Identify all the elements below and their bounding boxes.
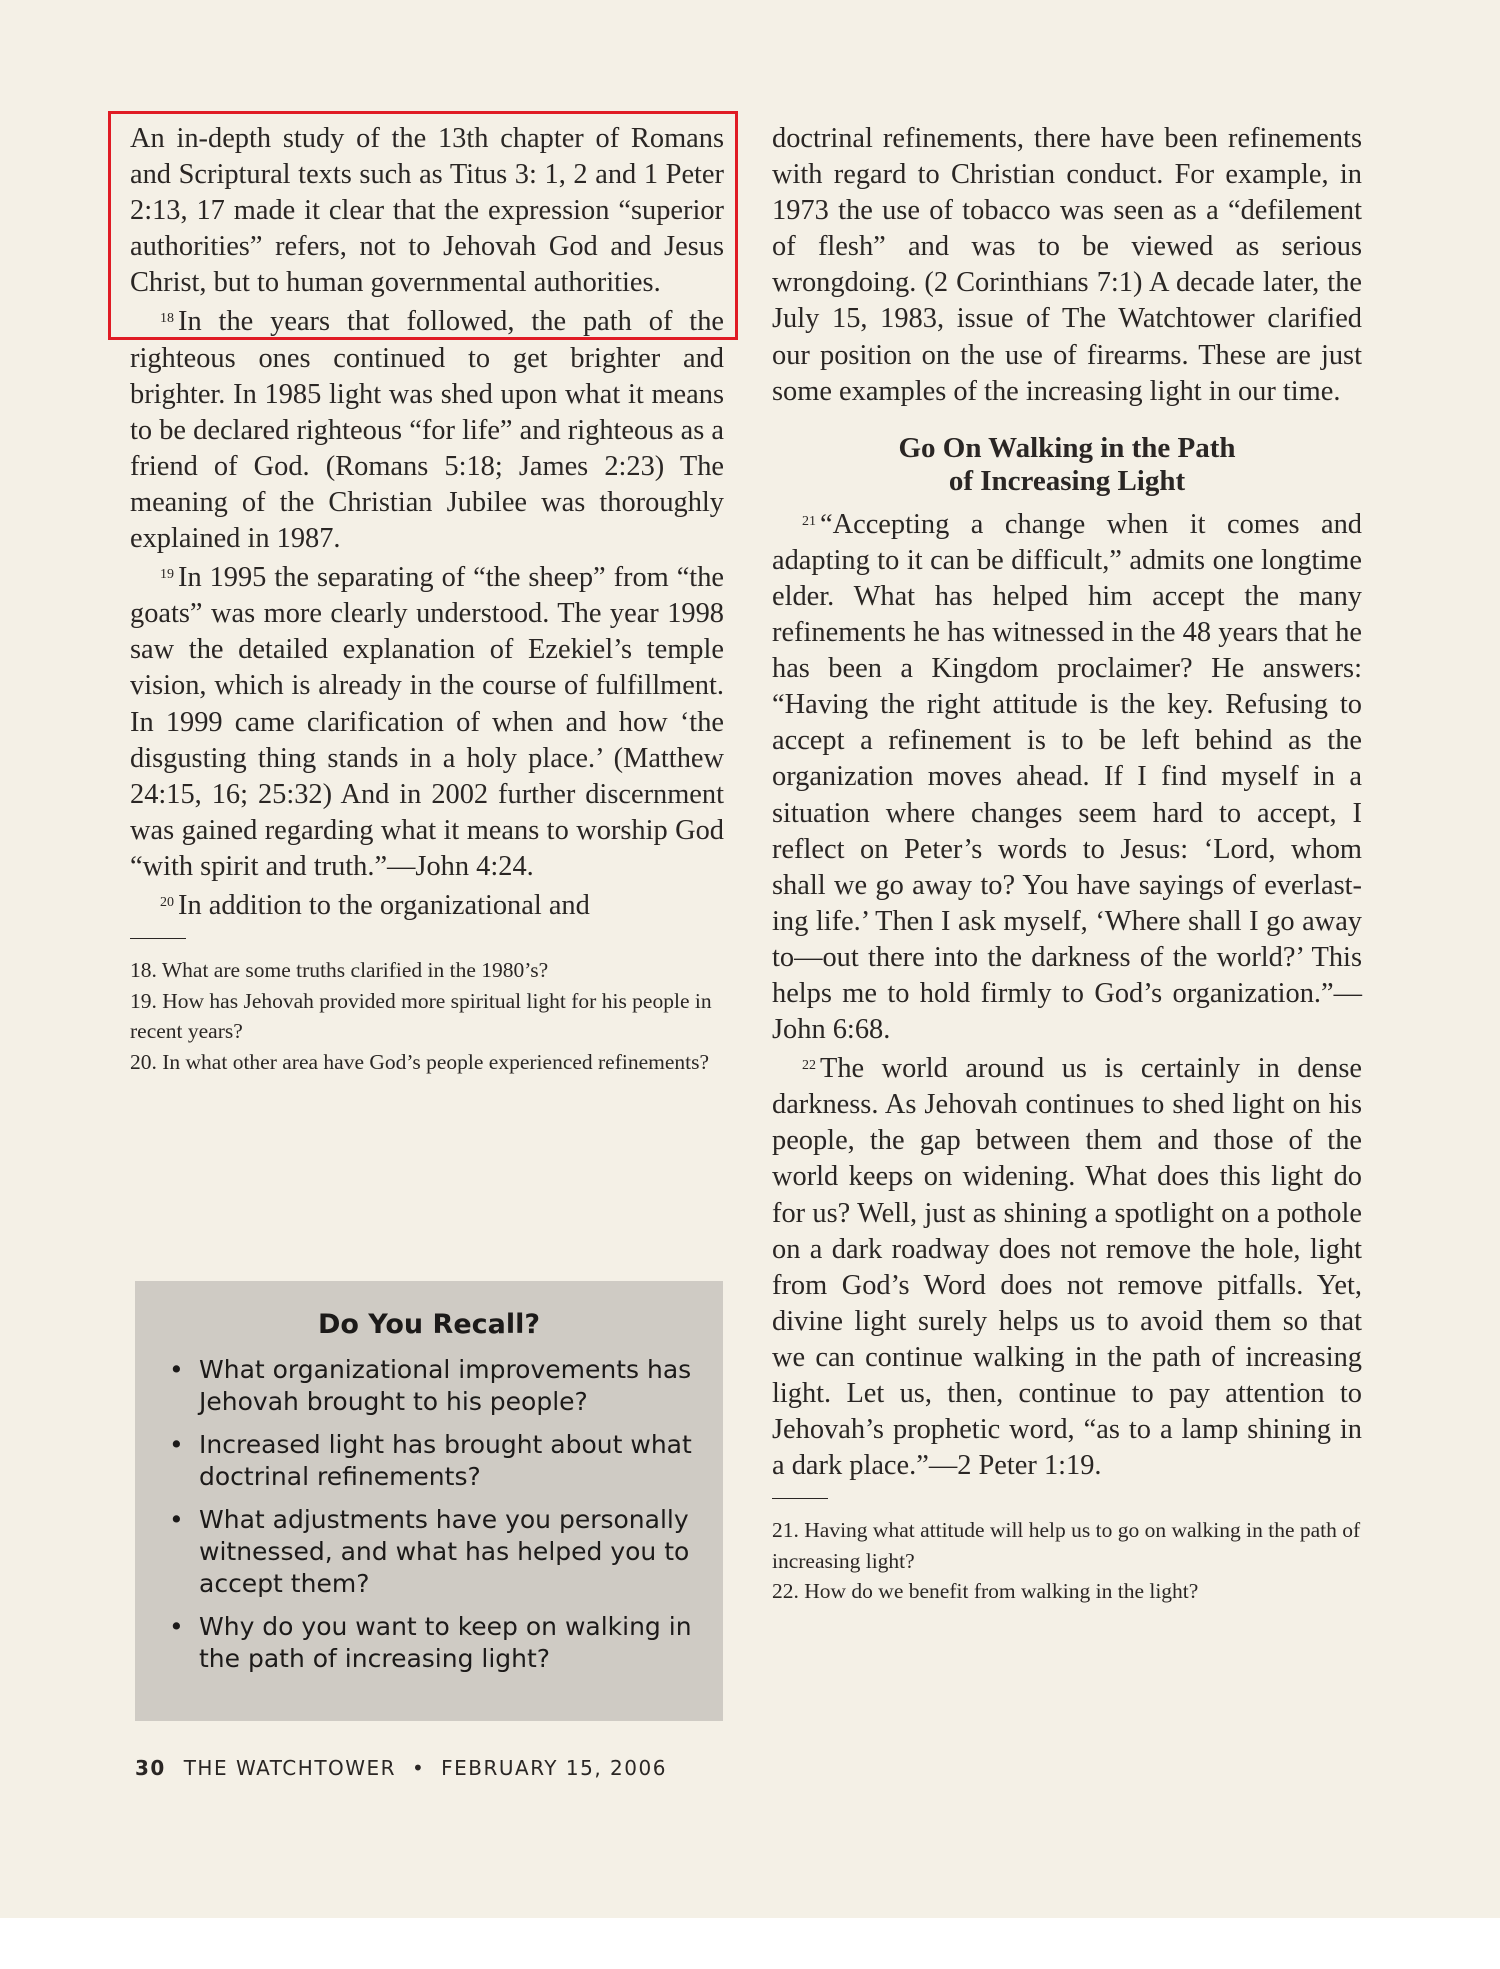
right-column xyxy=(772,121,1362,1607)
section-subheading xyxy=(772,432,1362,498)
paragraph-18 xyxy=(130,301,724,557)
study-question: 19. How has Jehovah provided more spiritual light for his people in recent years? xyxy=(130,988,712,1044)
paragraph-number: 19 xyxy=(160,567,174,583)
subheading-line: of Increasing Light xyxy=(948,464,1186,497)
page-number: 30 xyxy=(135,1756,166,1780)
paragraph-text: In addition to the organizational and xyxy=(178,889,590,921)
scan-margin xyxy=(0,1918,1500,1969)
recall-title: Do You Recall? xyxy=(317,1309,541,1340)
footnote-divider xyxy=(130,938,186,939)
publication-name: THE WATCHTOWER xyxy=(183,1756,397,1780)
study-question: 21. Having what attitude will help us to go on walking in the path of increasing light? xyxy=(772,1518,1361,1573)
study-questions-left xyxy=(130,955,724,1077)
paragraph-number: 20 xyxy=(160,894,174,910)
study-question: 18. What are some truths clarified in the 1980’s? xyxy=(130,958,549,983)
paragraph-text: “Accepting a change when it comes and adapting to it can be difficult,” admits one longtime elder. What has helped him accept the many refinements he has witnessed in the 48 years that he has been a Kingdom proclaimer? He answers: “Having the right attitude is the key. Refusing to accept a refinement is to be left behind as the organization moves ahead. If I find myself in a situation where changes seem hard to accept, I reflect on Peter’s words to Jesus: ‘Lord, whom shall we go away to? You have sayings of everlasting life.’ Then I ask myself, ‘Where shall I go away to—out there into the darkness of the world?’ This helps me to hold firmly to God’s organization.”—John 6:68. xyxy=(772,508,1362,1046)
recall-box xyxy=(135,1281,723,1721)
paragraph-number: 22 xyxy=(802,1058,816,1074)
paragraph-number: 18 xyxy=(160,311,174,327)
issue-date: FEBRUARY 15, 2006 xyxy=(441,1756,667,1780)
right-body-text-2 xyxy=(772,504,1362,1485)
paragraph-text: In 1995 the separating of “the sheep” from “the goats” was more clearly understood. The year 1998 saw the detailed explanation of Ezekiel’s temple vision, which is already in the course of fulfillment. In 1999 came clarification of when and how ‘the disgusting thing stands in a holy place.’ (Matthew 24:15, 16; 25:32) And in 2002 further discernment was gained regarding what it means to worship God “with spirit and truth.”—John 4:24. xyxy=(130,562,724,882)
left-column xyxy=(130,121,724,1077)
subheading-line: Go On Walking in the Path xyxy=(898,431,1236,464)
recall-list xyxy=(135,1354,723,1675)
page-footer xyxy=(135,1756,667,1780)
recall-item: • What organizational improvements has Jehovah brought to his people? xyxy=(169,1354,703,1418)
paragraph-22 xyxy=(772,1048,1362,1484)
paragraph-20 xyxy=(130,885,724,924)
footnote-divider xyxy=(772,1498,828,1499)
paragraph-number: 21 xyxy=(802,513,816,529)
paragraph-text: The world around us is certainly in dense darkness. As Jehovah continues to shed light on his people, the gap between them and those of the world keeps on widening. What does this light do for us? Well, just as shining a spotlight on a pothole on a dark roadway does not remove the hole, light from God’s Word does not remove pitfalls. Yet, divine light surely helps us to avoid them so that we can continue walking in the path of increasing light. Let us, then, continue to pay attention to Jehovah’s prophetic word, “as to a lamp shining in a dark place.”—2 Peter 1:19. xyxy=(772,1053,1362,1482)
paragraph-19 xyxy=(130,557,724,885)
left-body-text xyxy=(130,121,724,924)
study-question: 20. In what other area have God’s people experienced refinements? xyxy=(130,1049,710,1074)
recall-item: • Increased light has brought about what doctrinal refinements? xyxy=(169,1429,703,1493)
study-questions-right xyxy=(772,1515,1362,1607)
paragraph-text: In the years that followed, the path of the righteous ones continued to get brighter and brighter. In 1985 light was shed upon what it means to be declared righteous “for life” and righteous as a friend of God. (Romans 5:18; James 2:23) The meaning of the Christian Jubilee was thoroughly explained in 1987. xyxy=(130,306,724,555)
recall-item: • Why do you want to keep on walking in the path of increasing light? xyxy=(169,1611,703,1675)
footer-separator: • xyxy=(411,1756,426,1780)
paragraph-17-tail: An in-depth study of the 13th chapter of Romans and Scriptural texts such as Titus 3: 1, 2 and 1 Peter 2:13, 17 made it clear that the expression “superior authorities” refers, not to Jehovah God and Jesus Christ, but to human governmental authorities. xyxy=(130,123,724,299)
paragraph-21 xyxy=(772,504,1362,1048)
study-question: 22. How do we benefit from walking in the light? xyxy=(772,1579,1199,1604)
paragraph-20-tail: doctrinal refinements, there have been refinements with regard to Christian conduct. For example, in 1973 the use of tobacco was seen as a “defilement of flesh” and was to be viewed as serious wrongdoing. (2 Corinthians 7:1) A decade later, the July 15, 1983, issue of The Watchtower clarified our position on the use of firearms. These are just some examples of the increasing light in our time. xyxy=(772,123,1362,407)
right-body-text xyxy=(772,121,1362,410)
recall-item: • What adjustments have you personally witnessed, and what has helped you to accept them? xyxy=(169,1504,703,1600)
